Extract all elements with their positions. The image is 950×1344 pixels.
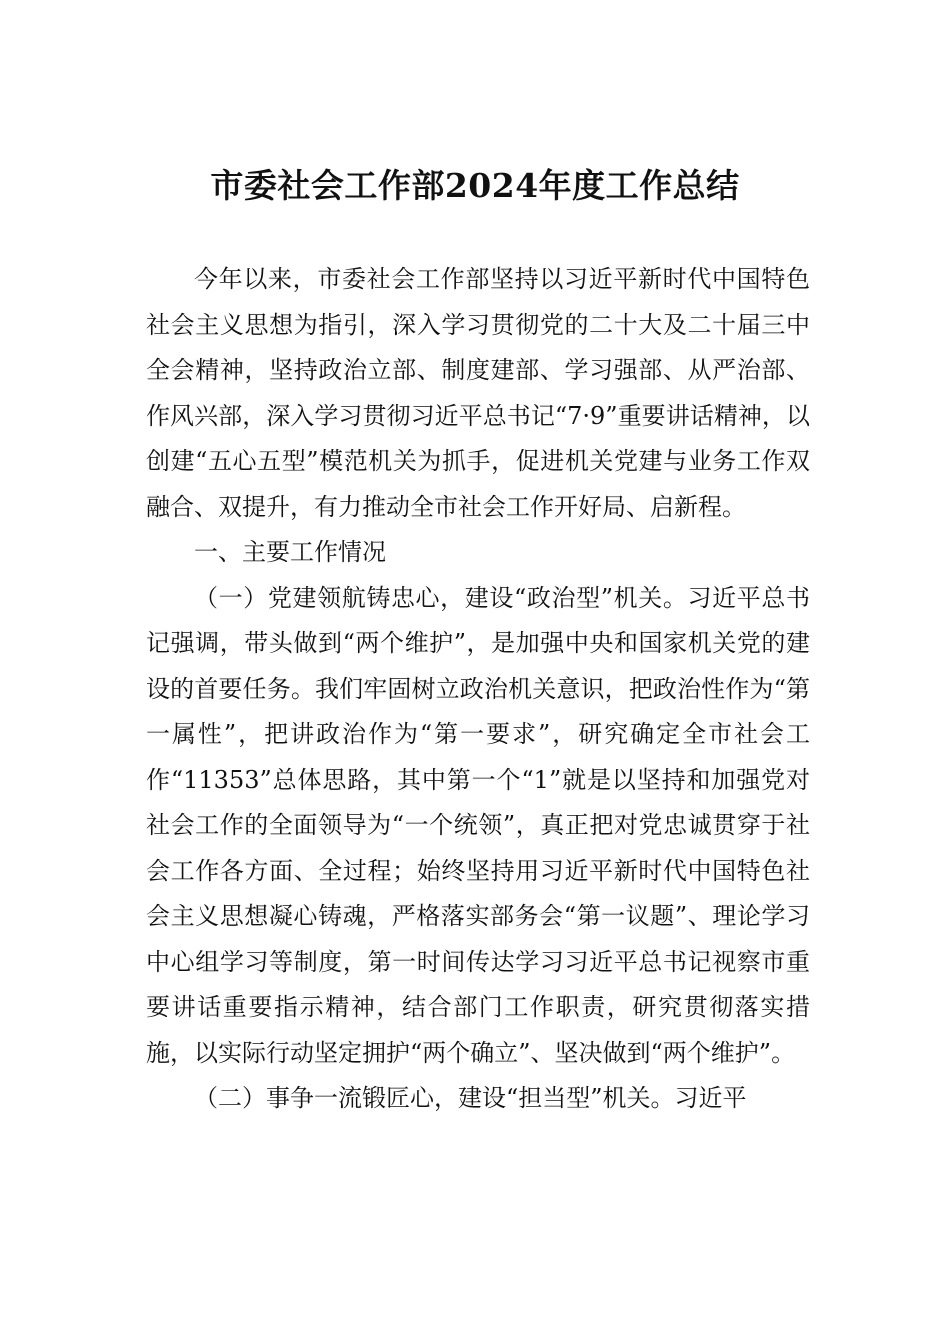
document-body: [146, 257, 810, 1122]
body-paragraph-1: （一）党建领航铸忠心，建设“政治型”机关。习近平总书记强调，带头做到“两个维护”，是加强中央和国家机关党的建设的首要任务。我们牢固树立政治机关意识，把政治性作为“第一属性”，把讲政治作为“第一要求”，研究确定全市社会工作“11353”总体思路，其中第一个“1”就是以坚持和加强党对社会工作的全面领导为“一个统领”，真正把对党忠诚贯穿于社会工作各方面、全过程；始终坚持用习近平新时代中国特色社会主义思想凝心铸魂，严格落实部务会“第一议题”、理论学习中心组学习等制度，第一时间传达学习习近平总书记视察市重要讲话重要指示精神，结合部门工作职责，研究贯彻落实措施，以实际行动坚定拥护“两个确立”、坚决做到“两个维护”。: [146, 583, 810, 1067]
intro-paragraph: 今年以来，市委社会工作部坚持以习近平新时代中国特色社会主义思想为指引，深入学习贯彻党的二十大及二十届三中全会精神，坚持政治立部、制度建部、学习强部、从严治部、作风兴部，深入学习贯彻习近平总书记“7·9”重要讲话精神，以创建“五心五型”模范机关为抓手，促进机关党建与业务工作双融合、双提升，有力推动全市社会工作开好局、启新程。: [146, 265, 810, 521]
body-paragraph-2: （二）事争一流锻匠心，建设“担当型”机关。习近平: [194, 1084, 747, 1112]
section-heading: 一、主要工作情况: [194, 538, 386, 566]
document-title: 市委社会工作部2024年度工作总结: [210, 166, 740, 205]
